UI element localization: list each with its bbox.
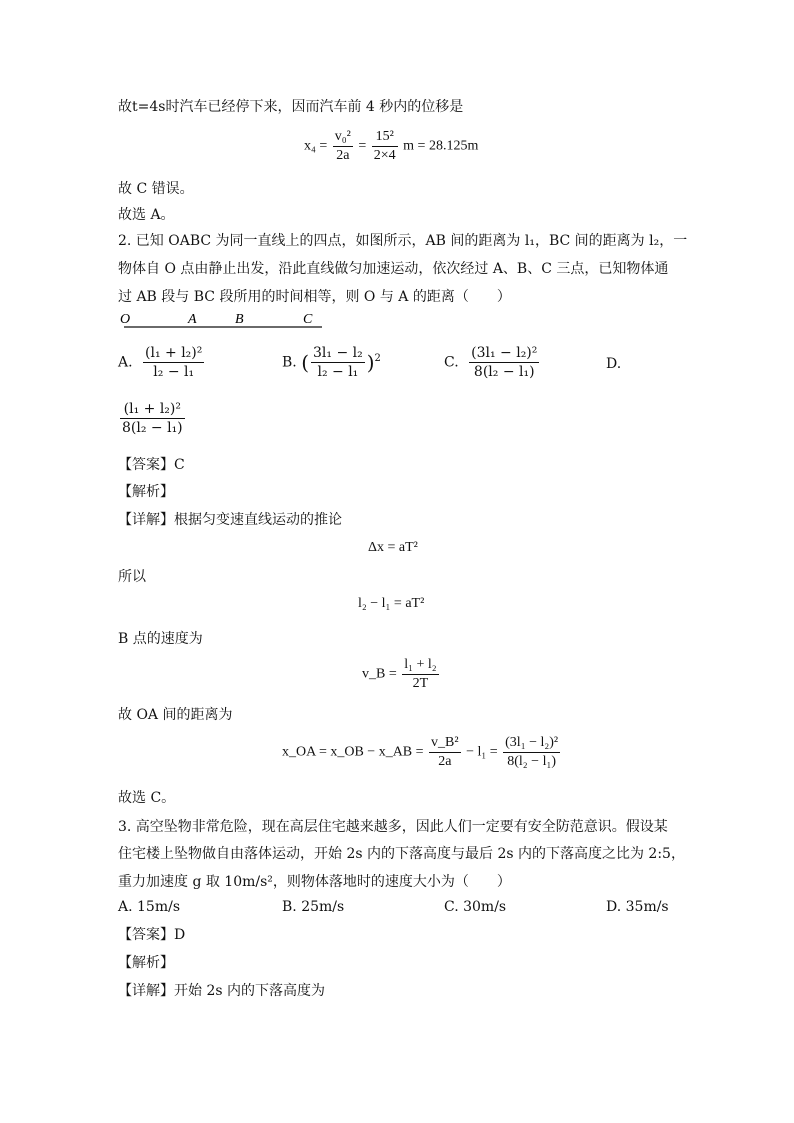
frac-denominator: 2T xyxy=(412,676,429,691)
frac-numerator: l₁ + l₂ xyxy=(402,656,438,675)
frac-numerator: (3l₁ − l₂)² xyxy=(471,345,538,361)
q3-analysis-heading: 【解析】 xyxy=(118,955,174,971)
frac-denominator: 2a xyxy=(438,754,452,769)
q2-b-speed: B 点的速度为 xyxy=(118,631,203,647)
q2-analysis-heading: 【解析】 xyxy=(118,484,174,500)
q2-option-d[interactable] xyxy=(118,400,187,437)
q3-detail: 【详解】开始 2s 内的下落高度为 xyxy=(118,983,325,999)
q2-so: 所以 xyxy=(118,569,146,585)
option-label: C. xyxy=(444,354,459,371)
point-a-label: A xyxy=(188,312,197,327)
q1-conclusion: 故 C 错误。 xyxy=(118,181,194,197)
option-label: A. xyxy=(118,354,133,371)
frac-denominator: 8(l₂ − l₁) xyxy=(507,754,556,769)
eq-lhs: v_B = xyxy=(362,666,397,682)
q2-eq3 xyxy=(362,656,441,693)
q3-answer: 【答案】D xyxy=(118,927,186,943)
q3-option-c[interactable]: C. 30m/s xyxy=(444,899,507,915)
q2-answer: 【答案】C xyxy=(118,457,185,473)
frac-numerator: (3l₁ − l₂)² xyxy=(503,734,560,753)
frac-denominator: 8(l₂ − l₁) xyxy=(122,420,183,436)
frac-denominator: 2a xyxy=(336,148,350,163)
option-fraction xyxy=(311,344,365,381)
frac-denominator: l₂ − l₁ xyxy=(317,364,359,380)
q3-stem-line3: 重力加速度 g 取 10m/s²，则物体落地时的速度大小为（ ） xyxy=(118,874,511,890)
q2-eq1: Δx = aT² xyxy=(368,540,418,555)
q2-stem-line1: 2. 已知 OABC 为同一直线上的四点，如图所示，AB 间的距离为 l₁，BC 间的距离为 l₂，一 xyxy=(118,233,688,249)
eq-fraction xyxy=(503,734,560,771)
q2-eq4 xyxy=(282,734,562,771)
frac-numerator: (l₁ + l₂)² xyxy=(145,345,203,361)
q3-stem-line2: 住宅楼上坠物做自由落体运动，开始 2s 内的下落高度与最后 2s 内的下落高度之比为 2:5， xyxy=(118,846,685,862)
eq-mid: − l₁ = xyxy=(466,744,498,760)
q2-oa-distance: 故 OA 间的距离为 xyxy=(118,707,233,723)
frac-numerator: 15² xyxy=(372,128,398,147)
frac-numerator: v_B² xyxy=(429,734,461,753)
point-o-label: O xyxy=(120,312,131,327)
line-diagram xyxy=(118,310,328,334)
q3-stem-line1: 3. 高空坠物非常危险，现在高层住宅越来越多，因此人们一定要有安全防范意识。假设某 xyxy=(118,819,668,835)
q3-option-a[interactable]: A. 15m/s xyxy=(118,899,181,915)
frac-numerator: 3l₁ − l₂ xyxy=(313,345,363,361)
q2-option-c[interactable] xyxy=(444,344,541,381)
q1-choice: 故选 A。 xyxy=(118,207,175,223)
eq-lhs: x_OA = x_OB − x_AB = xyxy=(282,744,424,760)
option-fraction xyxy=(120,400,185,437)
frac-denominator: 2×4 xyxy=(373,148,396,163)
eq-fraction xyxy=(333,128,353,165)
frac-numerator: v₀² xyxy=(333,128,353,147)
eq-fraction xyxy=(429,734,461,771)
point-c-label: C xyxy=(303,312,313,327)
q2-stem-line3: 过 AB 段与 BC 段所用的时间相等，则 O 与 A 的距离（ ） xyxy=(118,289,511,305)
frac-denominator: 8(l₂ − l₁) xyxy=(473,364,535,380)
q1-equation: x₄ = $\frac{\text{v₀²}}{2a}$ = $\frac{\text{15²}}{2\times 4}$ m = 28.125m xyxy=(304,129,479,163)
q2-detail: 【详解】根据匀变速直线运动的推论 xyxy=(118,512,342,528)
option-label: B. xyxy=(282,354,297,371)
q2-option-a[interactable] xyxy=(118,344,206,381)
point-b-label: B xyxy=(235,312,244,327)
q2-option-b[interactable]: B. ( $\frac{\text{3l₁ − l₂}}{\text{l₂ − l₁}}$ )$^2$ xyxy=(282,345,381,380)
eq-fraction xyxy=(372,128,398,165)
q3-option-d[interactable]: D. 35m/s xyxy=(606,899,669,915)
eq-rhs: m = 28.125m xyxy=(403,138,479,154)
q3-option-b[interactable]: B. 25m/s xyxy=(282,899,345,915)
q2-stem-line2: 物体自 O 点由静止出发，沿此直线做匀加速运动，依次经过 A、B、C 三点，已知物体通 xyxy=(118,261,669,277)
q2-option-d-label[interactable]: D. xyxy=(606,356,622,372)
frac-numerator: (l₁ + l₂)² xyxy=(120,400,185,419)
q1-text-line: 故t=4s时汽车已经停下来，因而汽车前 4 秒内的位移是 xyxy=(118,99,464,115)
eq-lhs: x₄ = xyxy=(304,138,328,154)
frac-denominator: l₂ − l₁ xyxy=(153,364,195,380)
option-fraction xyxy=(469,344,539,381)
q2-eq2: l₂ − l₁ = aT² xyxy=(358,596,425,611)
option-fraction xyxy=(143,344,204,381)
q2-choice: 故选 C。 xyxy=(118,790,176,806)
eq-fraction xyxy=(402,656,438,693)
